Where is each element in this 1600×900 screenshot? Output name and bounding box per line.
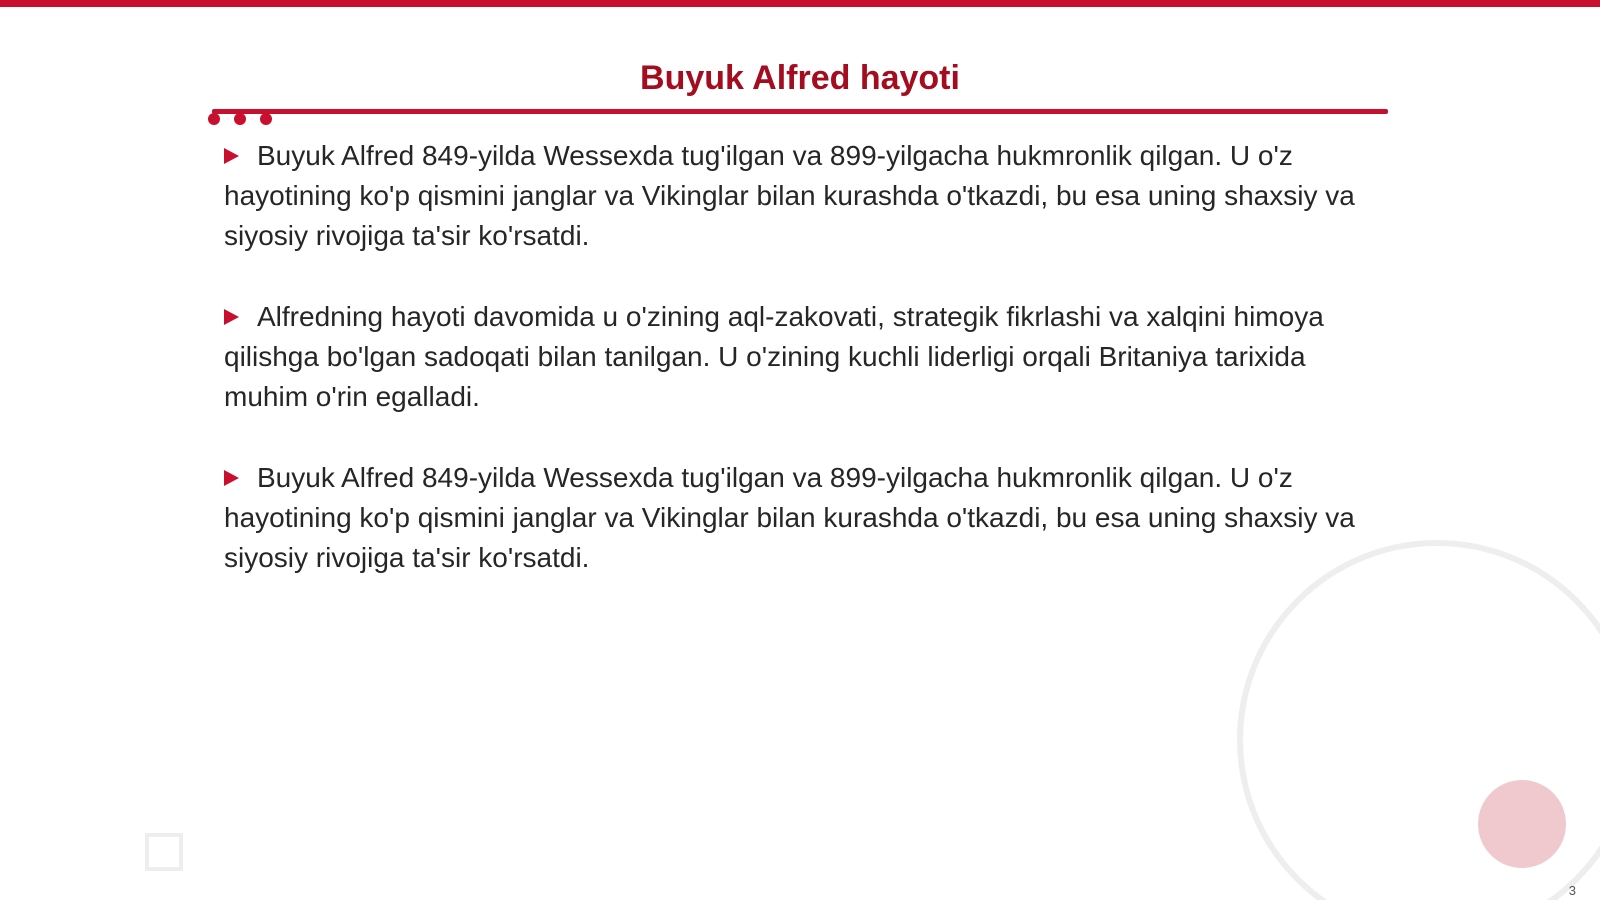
bullet-text: Buyuk Alfred 849-yilda Wessexda tug'ilgan va 899-yilgacha hukmronlik qilgan. U o'z hayotining ko'p qismini janglar va Vikinglar bilan kurashda o'tkazdi, bu esa uning shaxsiy va siyosiy rivojiga ta'sir ko'rsatdi. xyxy=(224,462,1355,573)
bullet-list xyxy=(224,136,1364,619)
accent-dot xyxy=(234,113,246,125)
slide-title: Buyuk Alfred hayoti xyxy=(640,59,960,97)
bullet-text: Buyuk Alfred 849-yilda Wessexda tug'ilgan va 899-yilgacha hukmronlik qilgan. U o'z hayotining ko'p qismini janglar va Vikinglar bilan kurashda o'tkazdi, bu esa uning shaxsiy va siyosiy rivojiga ta'sir ko'rsatdi. xyxy=(224,140,1355,251)
triangle-right-icon xyxy=(224,309,239,325)
accent-dot xyxy=(208,113,220,125)
decorative-pink-circle xyxy=(1478,780,1566,868)
top-accent-bar xyxy=(0,0,1600,7)
accent-dot xyxy=(260,113,272,125)
bullet-item xyxy=(224,297,1364,417)
triangle-right-icon xyxy=(224,148,239,164)
bullet-text: Alfredning hayoti davomida u o'zining aql-zakovati, strategik fikrlashi va xalqini himoya qilishga bo'lgan sadoqati bilan tanilgan. U o'zining kuchli liderligi orqali Britaniya tarixida muhim o'rin egalladi. xyxy=(224,301,1324,412)
page-number: 3 xyxy=(1568,883,1576,898)
bullet-item xyxy=(224,136,1364,256)
bullet-item xyxy=(224,458,1364,578)
decorative-square xyxy=(145,833,183,871)
triangle-right-icon xyxy=(224,470,239,486)
title-underline xyxy=(212,109,1388,114)
